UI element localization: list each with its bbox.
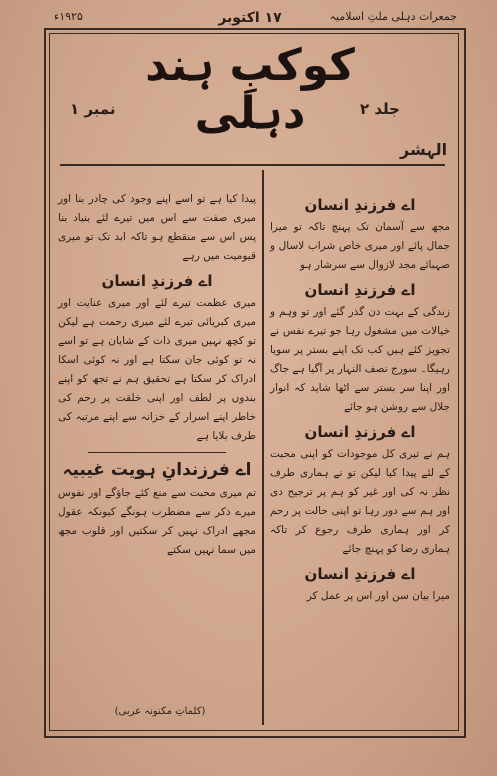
section-heading: اے فرزندِ انسان — [304, 281, 416, 299]
section-text: تم میری محبت سے منع کئے جاؤگے اور نفوس میرے ذکر سے مضطرب ہونگے کیونکہ عقول مجھے ادراک نہیں کر سکتیں اور قلوب مجھ میں سما نہیں سکتے — [58, 487, 256, 556]
source-note: (کلماتِ مکنونہ عربی) — [114, 706, 206, 717]
masthead-rule — [60, 150, 445, 166]
section-heading: اے فرزندِ انسان — [101, 272, 213, 290]
section-text: زندگی کے بہت دن گذر گئے اور تو وہم و خیالات میں مشغول رہا جو تیرے نفس نے تجویز کئے ہیں کب تک اپنے بستر پر سویا رہیگا۔ سورج نصف النہار پر آگیا ہے جاگ اور اپنا سر بستر سے اٹھا شاید کہ انوار جلال سے روشن ہو جائے — [270, 306, 450, 413]
section-heading: اے فرزندِ انسان — [304, 423, 416, 441]
section-text: ہم نے تیری کل موجودات کو اپنی محبت کے لئے پیدا کیا لیکن تو نے ہماری طرف نظر نہ کی اور غیر کو ہم پر ترجیح دی اور ہم سے دور رہا تو اپنی حالت پر رحم کر اور ہماری طرف رجوع کر تاکہ ہماری رضا کو پہنچ جائے — [270, 448, 450, 555]
masthead-title: کوکبِ ہند دہلی — [145, 40, 355, 140]
section-text: میرا بیان سن اور اس پر عمل کر — [306, 590, 450, 602]
section-text: مجھ سے آسمان تک پہنچ تاکہ تو میرا جمال پائے اور میری خاص شراب لاسال و صہبائے مجد لازوال سے سرشار ہو — [270, 221, 450, 271]
section-rule — [88, 452, 226, 453]
section-text: میری عظمت تیرے لئے اور میری عنایت اور میری کبریائی تیرے لئے میری رحمت ہے لیکن تو کچھ نہیں میری ذات کے شایان ہے تو اسے نہ تو کوئی جان سکتا ہے اور نہ کوئی اسکا ادراک کر سکتا ہے تحقیق ہم نے تجھ کو اپنے بندوں پر لطف اور اپنی خلقت پر رحم کی خاطر اپنے اسرار کے خزانہ سے اپنے مرتبہ کی طرف بلایا ہے — [58, 297, 256, 442]
section-heading: اے فرزندِ انسان — [304, 196, 416, 214]
masthead-ornament: الہشر — [400, 140, 448, 159]
volume-label: جلد ۲ — [360, 100, 400, 118]
section-text: پیدا کیا ہے تو اسے اپنے وجود کی چادر بنا اور میری صفت سے اس میں تیرے لئے بنیاد بنا پس اس سے منقطع ہو تاکہ ابد تک تو میری قیومیت میں رہے — [58, 193, 256, 262]
header-publication-info: جمعرات دہلی ملتِ اسلامیہ — [329, 10, 457, 23]
section-heading: اے فرزندانِ ہویت غیبیہ — [62, 460, 252, 480]
header-date: ۱۷ اکتوبر — [218, 10, 282, 26]
header-date-year: ۱۹۲۵ء — [54, 10, 83, 23]
column-divider — [262, 170, 264, 725]
issue-label: نمبر ۱ — [70, 100, 116, 118]
left-column — [58, 190, 256, 566]
right-column — [270, 190, 450, 612]
section-heading: اے فرزندِ انسان — [304, 565, 416, 583]
